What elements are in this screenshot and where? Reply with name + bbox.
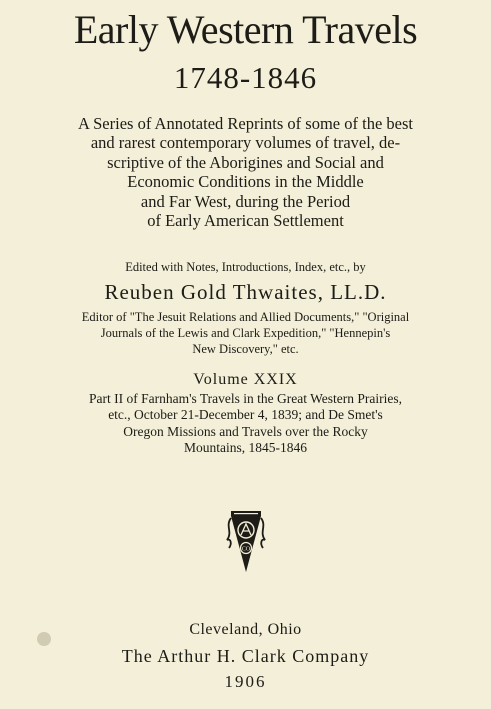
contents-line: Oregon Missions and Travels over the Rocky bbox=[123, 423, 368, 439]
svg-text:CO: CO bbox=[241, 546, 251, 553]
description-line: scriptive of the Aborigines and Social and bbox=[107, 152, 384, 172]
imprint-publisher: The Arthur H. Clark Company bbox=[121, 646, 370, 666]
author-name: Reuben Gold Thwaites, LL.D. bbox=[104, 280, 387, 304]
series-description bbox=[0, 114, 491, 230]
contents-line: Mountains, 1845-1846 bbox=[184, 439, 307, 455]
publisher-pennant-emblem-icon bbox=[226, 508, 266, 576]
imprint-year: 1906 bbox=[224, 672, 267, 691]
paper-foxing-spot bbox=[37, 632, 51, 646]
credentials-line: Journals of the Lewis and Clark Expedition," "Hennepin's bbox=[100, 326, 391, 340]
description-line: and rarest contemporary volumes of travel, de- bbox=[90, 133, 401, 153]
volume-number: Volume XXIX bbox=[193, 371, 298, 388]
description-line: A Series of Annotated Reprints of some of the best bbox=[78, 114, 413, 133]
volume-contents bbox=[0, 391, 491, 456]
credentials-line: Editor of "The Jesuit Relations and Allied Documents," "Original bbox=[81, 310, 410, 324]
contents-line: etc., October 21-December 4, 1839; and De Smet's bbox=[108, 407, 383, 423]
author-credentials bbox=[0, 309, 491, 357]
contents-line: Part II of Farnham's Travels in the Great Western Prairies, bbox=[88, 391, 403, 406]
description-line: Economic Conditions in the Middle bbox=[127, 172, 364, 192]
description-line: of Early American Settlement bbox=[147, 211, 344, 231]
description-line: and Far West, during the Period bbox=[140, 191, 351, 211]
edited-by-line: Edited with Notes, Introductions, Index, etc., by bbox=[125, 260, 366, 274]
book-years: 1748-1846 bbox=[173, 60, 318, 95]
credentials-line: New Discovery," etc. bbox=[192, 342, 299, 356]
imprint-city: Cleveland, Ohio bbox=[189, 621, 302, 638]
book-title: Early Western Travels bbox=[73, 7, 418, 52]
